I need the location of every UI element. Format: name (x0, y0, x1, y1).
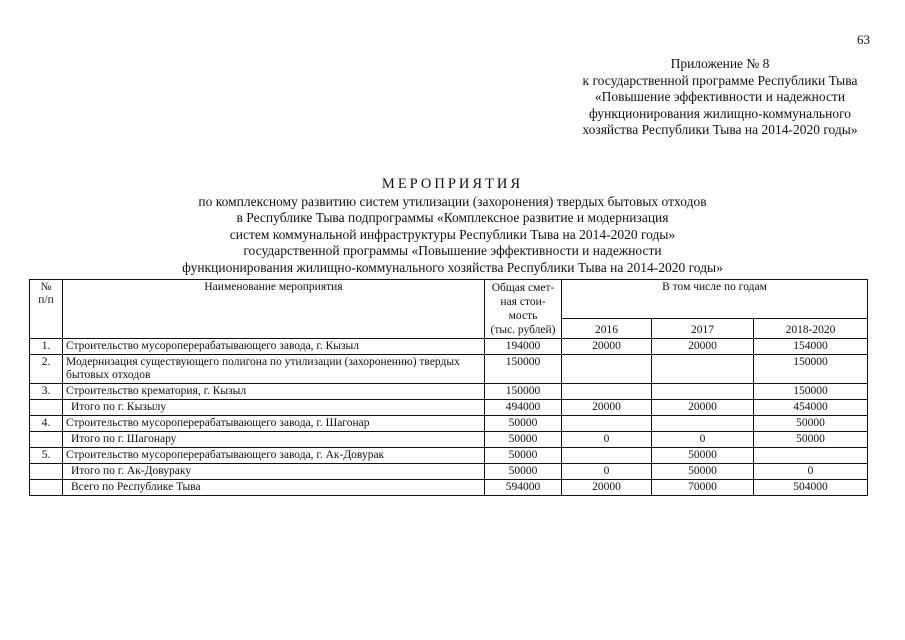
header-cost-line: ная стои- (500, 296, 546, 308)
heading-line: систем коммунальной инфраструктуры Республики Тыва на 2014-2020 годы» (229, 226, 676, 242)
row-number (30, 400, 63, 416)
header-number-line: № (40, 281, 52, 293)
heading-line: по комплексному развитию систем утилизации (захоронения) твердых бытовых отходов (198, 193, 707, 209)
row-name: Строительство мусороперерабатывающего завода, г. Ак-Довурак (63, 448, 485, 464)
document-title: МЕРОПРИЯТИЯ (381, 176, 524, 192)
heading-line: функционирования жилищно-коммунального хозяйства Республики Тыва на 2014-2020 годы» (182, 259, 723, 275)
row-number: 3. (30, 384, 63, 400)
row-number (30, 464, 63, 480)
row-2018-2020: 150000 (754, 355, 868, 384)
row-name: Итого по г. Кызылу (63, 400, 485, 416)
row-total: 150000 (485, 384, 562, 400)
row-total: 50000 (485, 464, 562, 480)
table-row (30, 355, 868, 384)
row-name: Итого по г. Шагонару (63, 432, 485, 448)
header-cost-line: (тыс. рублей) (490, 324, 556, 336)
row-total: 194000 (485, 339, 562, 355)
row-2018-2020: 454000 (754, 400, 868, 416)
row-2018-2020: 504000 (754, 480, 868, 496)
row-2018-2020 (754, 448, 868, 464)
row-2017: 50000 (652, 464, 754, 480)
row-2016: 20000 (562, 400, 652, 416)
row-2017: 0 (652, 432, 754, 448)
annex-line: к государственной программе Республики Тыва (582, 72, 858, 88)
row-total: 50000 (485, 432, 562, 448)
row-number (30, 480, 63, 496)
row-number (30, 432, 63, 448)
row-name: Строительство крематория, г. Кызыл (63, 384, 485, 400)
annex-header (520, 56, 905, 139)
row-2017 (652, 355, 754, 384)
annex-line: «Повышение эффективности и надежности (594, 89, 846, 104)
row-2016: 0 (562, 432, 652, 448)
heading-line: в Республике Тыва подпрограммы «Комплексное развитие и модернизация (236, 210, 669, 225)
row-2018-2020: 0 (754, 464, 868, 480)
events-table (29, 279, 868, 496)
row-name: Итого по г. Ак-Довураку (63, 464, 485, 480)
header-year-2017: 2017 (652, 319, 754, 339)
row-number: 1. (30, 339, 63, 355)
table-row (30, 416, 868, 432)
table-row-grand-total (30, 480, 868, 496)
row-2017: 50000 (652, 448, 754, 464)
row-2017 (652, 384, 754, 400)
annex-line: Приложение № 8 (670, 56, 770, 71)
annex-line: хозяйства Республики Тыва на 2014-2020 годы» (582, 122, 858, 137)
row-2017: 20000 (652, 400, 754, 416)
header-total-cost (485, 280, 562, 339)
row-2018-2020: 50000 (754, 432, 868, 448)
header-number-line: п/п (38, 294, 54, 306)
heading-line: государственной программы «Повышение эффективности и надежности (243, 243, 662, 258)
row-number: 4. (30, 416, 63, 432)
row-2016: 20000 (562, 339, 652, 355)
row-total: 50000 (485, 416, 562, 432)
header-number (30, 280, 63, 339)
row-total: 50000 (485, 448, 562, 464)
table-row (30, 384, 868, 400)
header-cost-line: мость (508, 310, 538, 322)
header-year-2018-2020: 2018-2020 (754, 319, 868, 339)
row-2018-2020: 154000 (754, 339, 868, 355)
table-row (30, 339, 868, 355)
row-2017 (652, 416, 754, 432)
row-total: 494000 (485, 400, 562, 416)
row-total: 594000 (485, 480, 562, 496)
row-2016 (562, 355, 652, 384)
row-2016 (562, 384, 652, 400)
row-name: Модернизация существующего полигона по утилизации (захоронению) твердых бытовых отходов (63, 355, 485, 384)
row-2016 (562, 416, 652, 432)
row-2017: 70000 (652, 480, 754, 496)
row-name: Строительство мусороперерабатывающего завода, г. Шагонар (63, 416, 485, 432)
table-row-subtotal (30, 464, 868, 480)
row-2016 (562, 448, 652, 464)
row-2016: 20000 (562, 480, 652, 496)
row-name: Строительство мусороперерабатывающего завода, г. Кызыл (63, 339, 485, 355)
table-row-subtotal (30, 432, 868, 448)
header-name: Наименование мероприятия (63, 280, 485, 339)
row-2018-2020: 50000 (754, 416, 868, 432)
row-number: 2. (30, 355, 63, 384)
row-total: 150000 (485, 355, 562, 384)
table-row (30, 448, 868, 464)
row-number: 5. (30, 448, 63, 464)
header-cost-line: Общая смет- (491, 282, 555, 294)
header-by-years: В том числе по годам (562, 280, 868, 319)
header-year-2016: 2016 (562, 319, 652, 339)
row-2017: 20000 (652, 339, 754, 355)
page-number: 63 (857, 32, 870, 47)
row-2018-2020: 150000 (754, 384, 868, 400)
table-row-subtotal (30, 400, 868, 416)
document-heading (0, 176, 905, 276)
annex-line: функционирования жилищно-коммунального (588, 105, 852, 121)
row-2016: 0 (562, 464, 652, 480)
row-name: Всего по Республике Тыва (63, 480, 485, 496)
